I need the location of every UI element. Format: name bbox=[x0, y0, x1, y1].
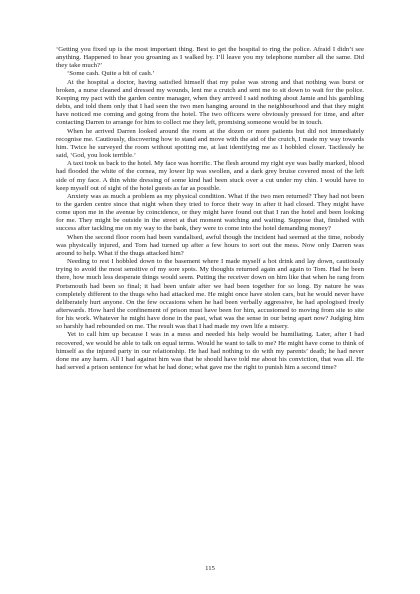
paragraph: Needing to rest I hobbled down to the basement where I made myself a hot drink and lay down, cautiously trying to avoid the most sensitive of my sore spots. My thoughts returned again and again to Tom. Had he been there, how much less desperate things would seem. Putting the receiver down on him like that when he rang from Portsmouth had been so final; it had been unfair after we had been together for so long. By nature he was completely different to the thugs who had attacked me. He might once have stolen cars, but he would never have deliberately hurt anyone. On the few occasions when he had been verbally aggressive, he had apologised freely afterwards. How hard the confinement of prison must have been for him, accustomed to moving from site to site for his work. Whatever he might have done in the past, what was the sense in our being apart now? Judging him so harshly had rebounded on me. The result was that I had made my own life a misery. bbox=[56, 258, 364, 331]
paragraph: Anxiety was as much a problem as my physical condition. What if the two men returned? They had not been to the garden centre since that night when they tried to force their way in after it had closed. They might have come upon me in the avenue by coincidence, or they might have found out that I ran the hotel and been looking for me. They might be outside in the street at that moment watching and waiting. Suppose that, finished with success after tackling me on my way to the bank, they were to come into the hotel demanding money? bbox=[56, 192, 364, 233]
book-page bbox=[56, 46, 364, 576]
page-number: 115 bbox=[205, 565, 215, 572]
paragraph: A taxi took us back to the hotel. My face was horrific. The flesh around my right eye was badly marked, blood had flooded the white of the cornea, my lower lip was swollen, and a dark grey bruise covered most of the left side of my face. A thin white dressing of some kind had been stuck over a cut under my chin. I would have to keep myself out of sight of the hotel guests as far as possible. bbox=[56, 160, 364, 192]
paragraph: ‘Getting you fixed up is the most important thing. Best to get the hospital to ring the police. Afraid I didn’t see anything. Happened to hear you groaning as I walked by. I’ll leave you my telephone number all the same. Did they take much?’ bbox=[56, 46, 364, 70]
body-text bbox=[56, 46, 364, 372]
paragraph: ‘Some cash. Quite a bit of cash.’ bbox=[67, 70, 155, 78]
paragraph: When the second floor room had been vandalised, awful though the incident had seemed at the time, nobody was physically injured, and Tom had turned up after a few hours to sort out the mess. Now only Darren was around to help. What if the thugs attacked him? bbox=[56, 233, 364, 257]
paragraph: When he arrived Darren looked around the room at the dozen or more patients but did not immediately recognise me. Cautiously, discovering how to stand and move with the aid of the crutch, I made my way towards him. Twice he surveyed the room without spotting me, at last identifying me as I hobbled closer. Tactlessly he said, ‘God, you look terrible.’ bbox=[56, 127, 364, 160]
paragraph: At the hospital a doctor, having satisfied himself that my pulse was strong and that nothing was burst or broken, a nurse cleaned and dressed my wounds, lent me a crutch and sent me to sit down to wait for the police. Keeping my pact with the garden centre manager, when they arrived I said nothing about Jamie and his gambling debts, and told them only that I had seen the two men hanging around in the neighbourhood and that they might have noticed me coming and going from the hotel. The two officers were obviously pressed for time, and after contacting Darren to arrange for him to collect me they left, promising someone would be in touch. bbox=[56, 78, 364, 127]
paragraph: Yet to call him up because I was in a mess and needed his help would be humiliating. Later, after I had recovered, we would be able to talk on equal terms. Would he want to talk to me? He might have come to think of himself as the injured party in our relationship. He had had nothing to do with my parents’ death; he had never done me any harm. All I had against him was that he should have told me about his conviction, that was all. He had served a prison sentence for what he had done; what gave me the right to punish him a second time? bbox=[56, 331, 364, 372]
